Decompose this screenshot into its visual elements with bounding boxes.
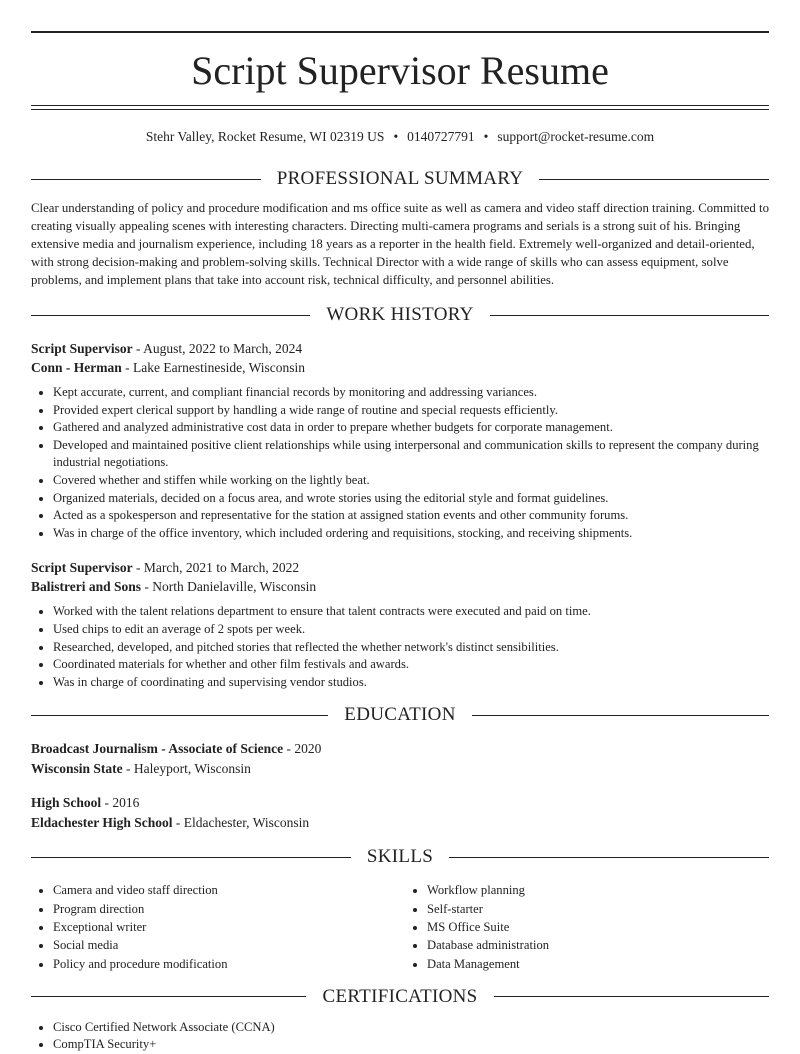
skills-list bbox=[31, 881, 769, 972]
skill-item: • Social media bbox=[53, 936, 395, 954]
list-item: • Worked with the talent relations department to ensure that talent contracts were executed and paid on time. bbox=[53, 603, 769, 621]
skill-item: • Camera and video staff direction bbox=[53, 881, 395, 899]
skill-item: • Exceptional writer bbox=[53, 918, 395, 936]
page-title: Script Supervisor Resume bbox=[191, 48, 609, 93]
job-company-line bbox=[31, 358, 769, 377]
list-item: • Researched, developed, and pitched stories that reflected the whether network's distinct sensibilities. bbox=[53, 639, 769, 657]
list-item: • Provided expert clerical support by handling a wide range of routine and special requests efficiently. bbox=[53, 402, 769, 420]
section-header-skills bbox=[31, 845, 769, 869]
job-bullets bbox=[31, 603, 769, 691]
list-item: • Kept accurate, current, and compliant financial records by monitoring and addressing variances. bbox=[53, 384, 769, 402]
list-item: • Covered whether and stiffen while working on the lightly beat. bbox=[53, 472, 769, 490]
section-header-education bbox=[31, 703, 769, 727]
skill-item: • Data Management bbox=[427, 955, 769, 973]
job-title-line bbox=[31, 558, 769, 577]
list-item: • Was in charge of coordinating and supervising vendor studios. bbox=[53, 674, 769, 692]
skill-item: • Workflow planning bbox=[427, 881, 769, 899]
certification-item: • CompTIA Security+ bbox=[53, 1036, 769, 1054]
job-bullets bbox=[31, 384, 769, 542]
section-title: SKILLS bbox=[366, 846, 434, 868]
contact-email: support@rocket-resume.com bbox=[497, 129, 655, 144]
separator: • bbox=[483, 129, 489, 144]
skills-right bbox=[395, 881, 769, 972]
section-title: EDUCATION bbox=[344, 704, 456, 726]
section-header-summary bbox=[31, 167, 769, 191]
education-entry bbox=[31, 739, 769, 779]
list-item: • Developed and maintained positive client relationships while using interpersonal and communication skills to represent the company during industrial negotiations. bbox=[53, 437, 769, 472]
degree-line bbox=[31, 739, 769, 759]
job-dates: - August, 2022 to March, 2024 bbox=[132, 341, 303, 356]
skill-item: • Program direction bbox=[53, 900, 395, 918]
certification-item: • Cisco Certified Network Associate (CCNA) bbox=[53, 1019, 769, 1037]
job-location: - Lake Earnestineside, Wisconsin bbox=[121, 360, 306, 375]
top-divider bbox=[31, 31, 769, 33]
school-line bbox=[31, 759, 769, 779]
job-dates: - March, 2021 to March, 2022 bbox=[132, 560, 300, 576]
degree: High School bbox=[31, 795, 102, 811]
education-list bbox=[31, 739, 769, 833]
work-history bbox=[31, 339, 769, 691]
job-title: Script Supervisor bbox=[31, 341, 133, 356]
job-company: Conn - Herman bbox=[31, 360, 122, 375]
degree-line bbox=[31, 793, 769, 813]
section-header-certifications bbox=[31, 985, 769, 1009]
job-entry bbox=[31, 339, 769, 542]
job-entry bbox=[31, 558, 769, 691]
list-item: • Used chips to edit an average of 2 spots per week. bbox=[53, 621, 769, 639]
job-title: Script Supervisor bbox=[31, 560, 133, 576]
separator: • bbox=[393, 129, 399, 144]
skill-item: • Database administration bbox=[427, 936, 769, 954]
section-header-work bbox=[31, 303, 769, 327]
job-location: - North Danielaville, Wisconsin bbox=[141, 579, 317, 595]
skill-item: • MS Office Suite bbox=[427, 918, 769, 936]
list-item: • Was in charge of the office inventory, which included ordering and requisitions, stocking, and receiving shipments. bbox=[53, 525, 769, 543]
education-entry bbox=[31, 793, 769, 833]
grad-year: - 2016 bbox=[101, 795, 140, 811]
contact-address: Stehr Valley, Rocket Resume, WI 02319 US bbox=[145, 129, 385, 144]
school-location: - Eldachester, Wisconsin bbox=[172, 815, 310, 831]
list-item: • Organized materials, decided on a focus area, and wrote stories using the editorial style and format guidelines. bbox=[53, 490, 769, 508]
list-item: • Coordinated materials for whether and other film festivals and awards. bbox=[53, 656, 769, 674]
contact-phone: 0140727791 bbox=[407, 129, 475, 144]
skills-left bbox=[31, 881, 395, 972]
job-title-line bbox=[31, 339, 769, 358]
section-title: PROFESSIONAL SUMMARY bbox=[276, 168, 524, 189]
grad-year: - 2020 bbox=[283, 741, 322, 757]
school-line bbox=[31, 813, 769, 833]
school: Eldachester High School bbox=[31, 815, 173, 831]
job-company: Balistreri and Sons bbox=[31, 579, 142, 595]
certifications-list bbox=[31, 1019, 769, 1054]
section-title: CERTIFICATIONS bbox=[322, 985, 478, 1007]
school-location: - Haleyport, Wisconsin bbox=[122, 761, 251, 777]
skill-item: • Policy and procedure modification bbox=[53, 955, 395, 973]
summary-text: Clear understanding of policy and procedure modification and ms office suite as well as camera and video staff direction training. Committed to creating visually appealing scenes with interesting characters. Directing multi-camera programs and serials is a strong suit of his. Bringing extensive media and journalism experience, including 18 years as a reporter in the health field. Extremely well-organized and detail-oriented, with strong decision-making and problem-solving skills. Technical Director with a wide range of skills who can assess equipment, solve problems, and implement plans that take into account risk, technical difficulty, and personnel abilities. bbox=[31, 201, 769, 287]
school: Wisconsin State bbox=[31, 761, 123, 777]
section-title: WORK HISTORY bbox=[326, 304, 474, 325]
list-item: • Gathered and analyzed administrative cost data in order to prepare whether budgets for corporate management. bbox=[53, 419, 769, 437]
degree: Broadcast Journalism - Associate of Science bbox=[31, 741, 284, 757]
skill-item: • Self-starter bbox=[427, 900, 769, 918]
job-company-line bbox=[31, 577, 769, 596]
contact-line bbox=[31, 129, 769, 145]
list-item: • Acted as a spokesperson and representative for the station at assigned station events and other community forums. bbox=[53, 507, 769, 525]
